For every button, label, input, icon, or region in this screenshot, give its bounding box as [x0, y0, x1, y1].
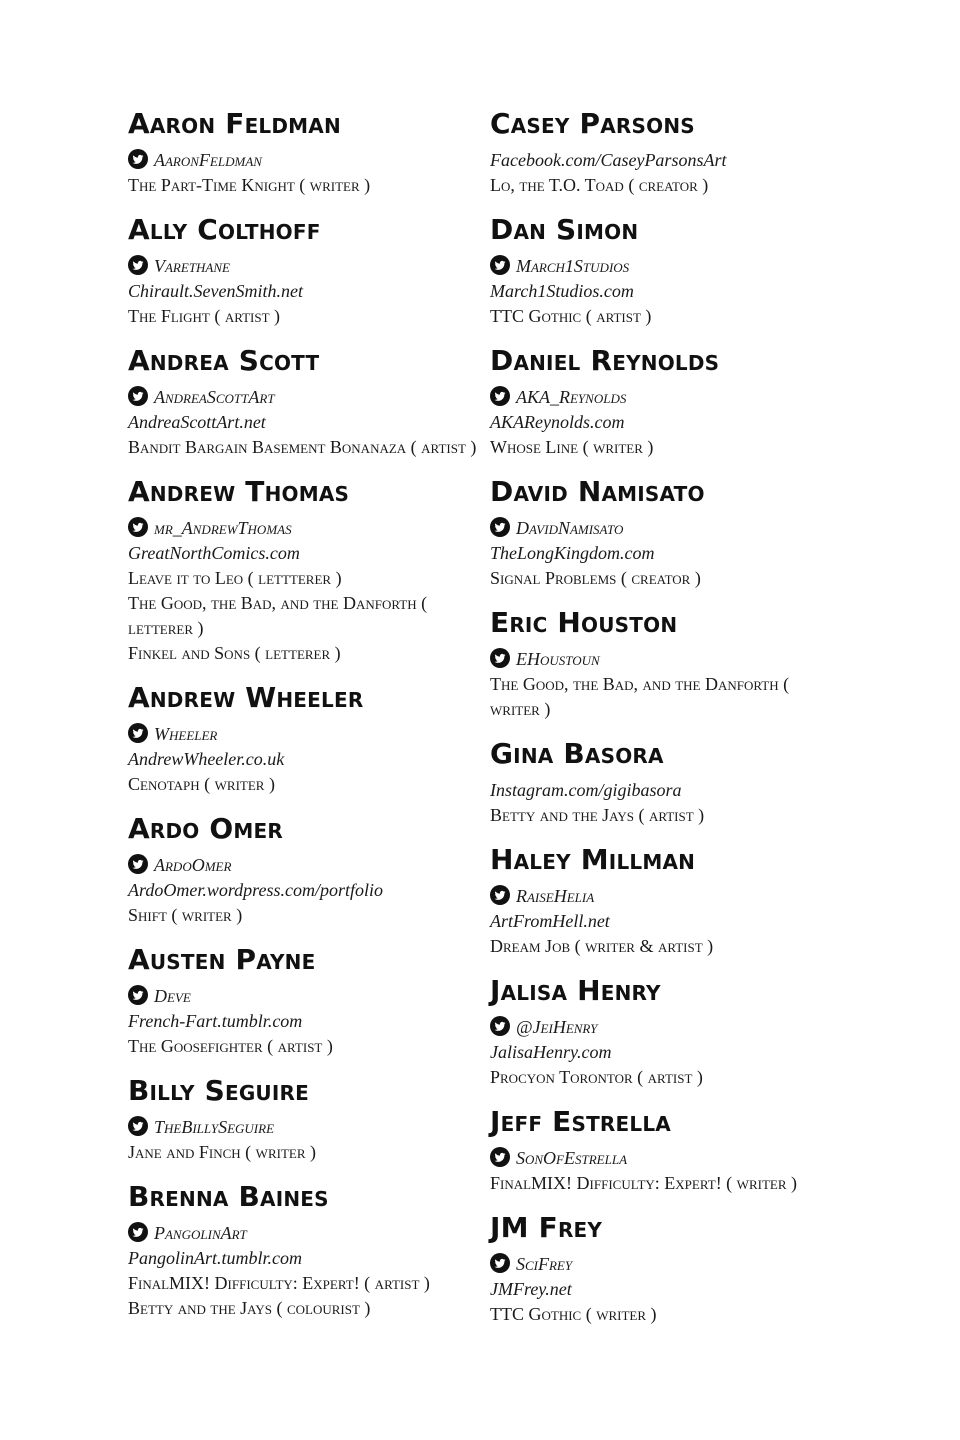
twitter-icon — [128, 1222, 148, 1242]
credit-entry — [128, 476, 478, 666]
spacer — [128, 845, 478, 853]
twitter-icon — [128, 517, 148, 537]
twitter-icon — [490, 386, 510, 406]
entry-gap — [128, 1321, 478, 1337]
entry-gap — [128, 928, 478, 944]
website-link[interactable]: Facebook.com/CaseyParsonsArt — [490, 150, 727, 170]
twitter-handle-line — [490, 647, 840, 672]
twitter-handle-line — [128, 1221, 478, 1246]
website-link[interactable]: ArdoOmer.wordpress.com/portfolio — [128, 880, 384, 900]
credit-entry — [490, 1212, 840, 1327]
contributor-name: Jalisa Henry — [490, 974, 661, 1007]
twitter-handle-line — [490, 254, 840, 279]
twitter-handle-line — [490, 385, 840, 410]
credit-entry — [128, 944, 478, 1059]
contributor-name: Casey Parsons — [490, 107, 695, 140]
spacer — [128, 976, 478, 984]
credit-entry — [490, 108, 840, 198]
twitter-handle-line — [490, 1252, 840, 1277]
website-link[interactable]: JalisaHenry.com — [490, 1042, 612, 1062]
contributor-name: Andrea Scott — [128, 344, 320, 377]
comic-credit: FinalMIX! Difficulty: Expert! ( writer ) — [490, 1173, 797, 1193]
contributor-name: Ally Colthoff — [128, 213, 321, 246]
comic-credit: Betty and the Jays ( artist ) — [490, 805, 705, 825]
twitter-icon — [128, 149, 148, 169]
credits-column-left — [128, 108, 478, 1337]
twitter-handle[interactable]: RaiseHelia — [516, 886, 595, 906]
twitter-icon — [128, 854, 148, 874]
comic-credit: Jane and Finch ( writer ) — [128, 1142, 316, 1162]
website-link[interactable]: French-Fart.tumblr.com — [128, 1011, 303, 1031]
twitter-icon — [490, 1016, 510, 1036]
website-link[interactable]: Chirault.SevenSmith.net — [128, 281, 303, 301]
twitter-handle[interactable]: ArdoOmer — [154, 855, 232, 875]
twitter-handle[interactable]: mr_AndrewThomas — [154, 518, 292, 538]
twitter-handle-line — [128, 853, 478, 878]
twitter-icon — [490, 1253, 510, 1273]
twitter-handle[interactable]: TheBillySeguire — [154, 1117, 275, 1137]
contributor-name: Aaron Feldman — [128, 107, 341, 140]
twitter-handle[interactable]: AKA_Reynolds — [516, 387, 627, 407]
entry-gap — [490, 959, 840, 975]
entry-gap — [490, 198, 840, 214]
spacer — [128, 1107, 478, 1115]
comic-credit: TTC Gothic ( artist ) — [490, 306, 652, 326]
entry-gap — [490, 1327, 840, 1343]
entry-gap — [128, 1165, 478, 1181]
twitter-handle-line — [490, 516, 840, 541]
website-link[interactable]: Instagram.com/gigibasora — [490, 780, 682, 800]
entry-gap — [490, 1090, 840, 1106]
contributor-name: Daniel Reynolds — [490, 344, 720, 377]
credit-entry — [490, 214, 840, 329]
spacer — [490, 876, 840, 884]
credit-entry — [490, 844, 840, 959]
comic-credit: Whose Line ( writer ) — [490, 437, 654, 457]
comic-credit: The Goosefighter ( artist ) — [128, 1036, 333, 1056]
credit-entry — [490, 975, 840, 1090]
twitter-handle-line — [490, 884, 840, 909]
comic-credit: The Good, the Bad, and the Danforth ( writer ) — [490, 674, 790, 719]
twitter-handle[interactable]: SonOfEstrella — [516, 1148, 628, 1168]
contributor-name: Andrew Wheeler — [128, 681, 364, 714]
twitter-handle-line — [128, 516, 478, 541]
credit-entry — [490, 738, 840, 828]
credits-column-right — [490, 108, 840, 1343]
website-link[interactable]: TheLongKingdom.com — [490, 543, 655, 563]
twitter-handle-line — [128, 984, 478, 1009]
spacer — [128, 246, 478, 254]
entry-gap — [128, 460, 478, 476]
contributor-name: Ardo Omer — [128, 812, 283, 845]
entry-gap — [128, 666, 478, 682]
twitter-icon — [128, 1116, 148, 1136]
twitter-handle[interactable]: SciFrey — [516, 1254, 573, 1274]
spacer — [490, 508, 840, 516]
comic-credit: Lo, the T.O. Toad ( creator ) — [490, 175, 709, 195]
twitter-handle-line — [128, 1115, 478, 1140]
spacer — [490, 1244, 840, 1252]
twitter-icon — [490, 255, 510, 275]
twitter-icon — [128, 723, 148, 743]
twitter-handle-line — [128, 148, 478, 173]
website-link[interactable]: JMFrey.net — [490, 1279, 572, 1299]
website-link[interactable]: March1Studios.com — [490, 281, 634, 301]
entry-gap — [490, 722, 840, 738]
entry-gap — [128, 198, 478, 214]
spacer — [128, 1213, 478, 1221]
twitter-handle[interactable]: EHoustoun — [516, 649, 600, 669]
twitter-handle-line — [490, 1015, 840, 1040]
comic-credit: Signal Problems ( creator ) — [490, 568, 701, 588]
twitter-icon — [128, 985, 148, 1005]
spacer — [490, 140, 840, 148]
contributor-name: Jeff Estrella — [490, 1105, 671, 1138]
contributor-name: Eric Houston — [490, 606, 678, 639]
comic-credit: FinalMIX! Difficulty: Expert! ( artist ) — [128, 1273, 430, 1293]
twitter-handle[interactable]: AaronFeldman — [154, 150, 262, 170]
comic-credit: Dream Job ( writer & artist ) — [490, 936, 714, 956]
twitter-icon — [128, 386, 148, 406]
spacer — [128, 140, 478, 148]
entry-gap — [490, 1196, 840, 1212]
twitter-handle[interactable]: Varethane — [154, 256, 230, 276]
contributor-name: David Namisato — [490, 475, 705, 508]
twitter-handle[interactable]: PangolinArt — [154, 1223, 247, 1243]
twitter-handle-line — [128, 254, 478, 279]
twitter-icon — [490, 885, 510, 905]
comic-credit: TTC Gothic ( writer ) — [490, 1304, 657, 1324]
spacer — [128, 508, 478, 516]
website-link[interactable]: GreatNorthComics.com — [128, 543, 300, 563]
comic-credit: The Part-Time Knight ( writer ) — [128, 175, 371, 195]
spacer — [128, 377, 478, 385]
entry-gap — [128, 1059, 478, 1075]
contributor-name: Dan Simon — [490, 213, 639, 246]
credit-entry — [128, 813, 478, 928]
website-link[interactable]: PangolinArt.tumblr.com — [128, 1248, 302, 1268]
contributor-name: Haley Millman — [490, 843, 696, 876]
twitter-icon — [490, 517, 510, 537]
comic-credit: The Flight ( artist ) — [128, 306, 281, 326]
twitter-icon — [128, 255, 148, 275]
twitter-handle[interactable]: Wheeler — [154, 724, 218, 744]
contributor-name: Gina Basora — [490, 737, 664, 770]
twitter-handle[interactable]: DavidNamisato — [516, 518, 624, 538]
twitter-handle[interactable]: AndreaScottArt — [154, 387, 275, 407]
comic-credit: Leave it to Leo ( lettterer ) — [128, 568, 342, 588]
comic-credit: Betty and the Jays ( colourist ) — [128, 1298, 371, 1318]
twitter-handle[interactable]: @JeiHenry — [516, 1017, 598, 1037]
twitter-handle[interactable]: March1Studios — [516, 256, 630, 276]
comic-credit: Shift ( writer ) — [128, 905, 243, 925]
comic-credit: Cenotaph ( writer ) — [128, 774, 275, 794]
contributor-name: JM Frey — [490, 1211, 603, 1244]
entry-gap — [490, 828, 840, 844]
credit-entry — [128, 108, 478, 198]
website-link[interactable]: AndreaScottArt.net — [128, 412, 266, 432]
credit-entry — [490, 345, 840, 460]
credit-entry — [128, 1075, 478, 1165]
entry-gap — [128, 797, 478, 813]
credit-entry — [490, 476, 840, 591]
credit-entry — [490, 1106, 840, 1196]
website-link[interactable]: AKAReynolds.com — [490, 412, 625, 432]
spacer — [490, 246, 840, 254]
comic-credit: The Good, the Bad, and the Danforth ( letterer ) — [128, 593, 428, 638]
website-link[interactable]: AndrewWheeler.co.uk — [128, 749, 285, 769]
entry-gap — [490, 329, 840, 345]
twitter-handle[interactable]: Deve — [154, 986, 191, 1006]
entry-gap — [128, 329, 478, 345]
spacer — [490, 770, 840, 778]
credit-entry — [128, 214, 478, 329]
spacer — [490, 1007, 840, 1015]
contributor-name: Billy Seguire — [128, 1074, 309, 1107]
credit-entry — [128, 345, 478, 460]
credit-entry — [128, 682, 478, 797]
spacer — [128, 714, 478, 722]
twitter-handle-line — [128, 385, 478, 410]
twitter-icon — [490, 648, 510, 668]
twitter-handle-line — [128, 722, 478, 747]
spacer — [490, 377, 840, 385]
entry-gap — [490, 591, 840, 607]
comic-credit: Procyon Torontor ( artist ) — [490, 1067, 703, 1087]
credit-entry — [128, 1181, 478, 1321]
website-link[interactable]: ArtFromHell.net — [490, 911, 610, 931]
entry-gap — [490, 460, 840, 476]
twitter-icon — [490, 1147, 510, 1167]
contributor-name: Brenna Baines — [128, 1180, 329, 1213]
comic-credit: Finkel and Sons ( letterer ) — [128, 643, 341, 663]
credit-entry — [490, 607, 840, 722]
contributor-name: Austen Payne — [128, 943, 316, 976]
spacer — [490, 639, 840, 647]
spacer — [490, 1138, 840, 1146]
twitter-handle-line — [490, 1146, 840, 1171]
contributor-name: Andrew Thomas — [128, 475, 350, 508]
comic-credit: Bandit Bargain Basement Bonanaza ( artist ) — [128, 437, 477, 457]
